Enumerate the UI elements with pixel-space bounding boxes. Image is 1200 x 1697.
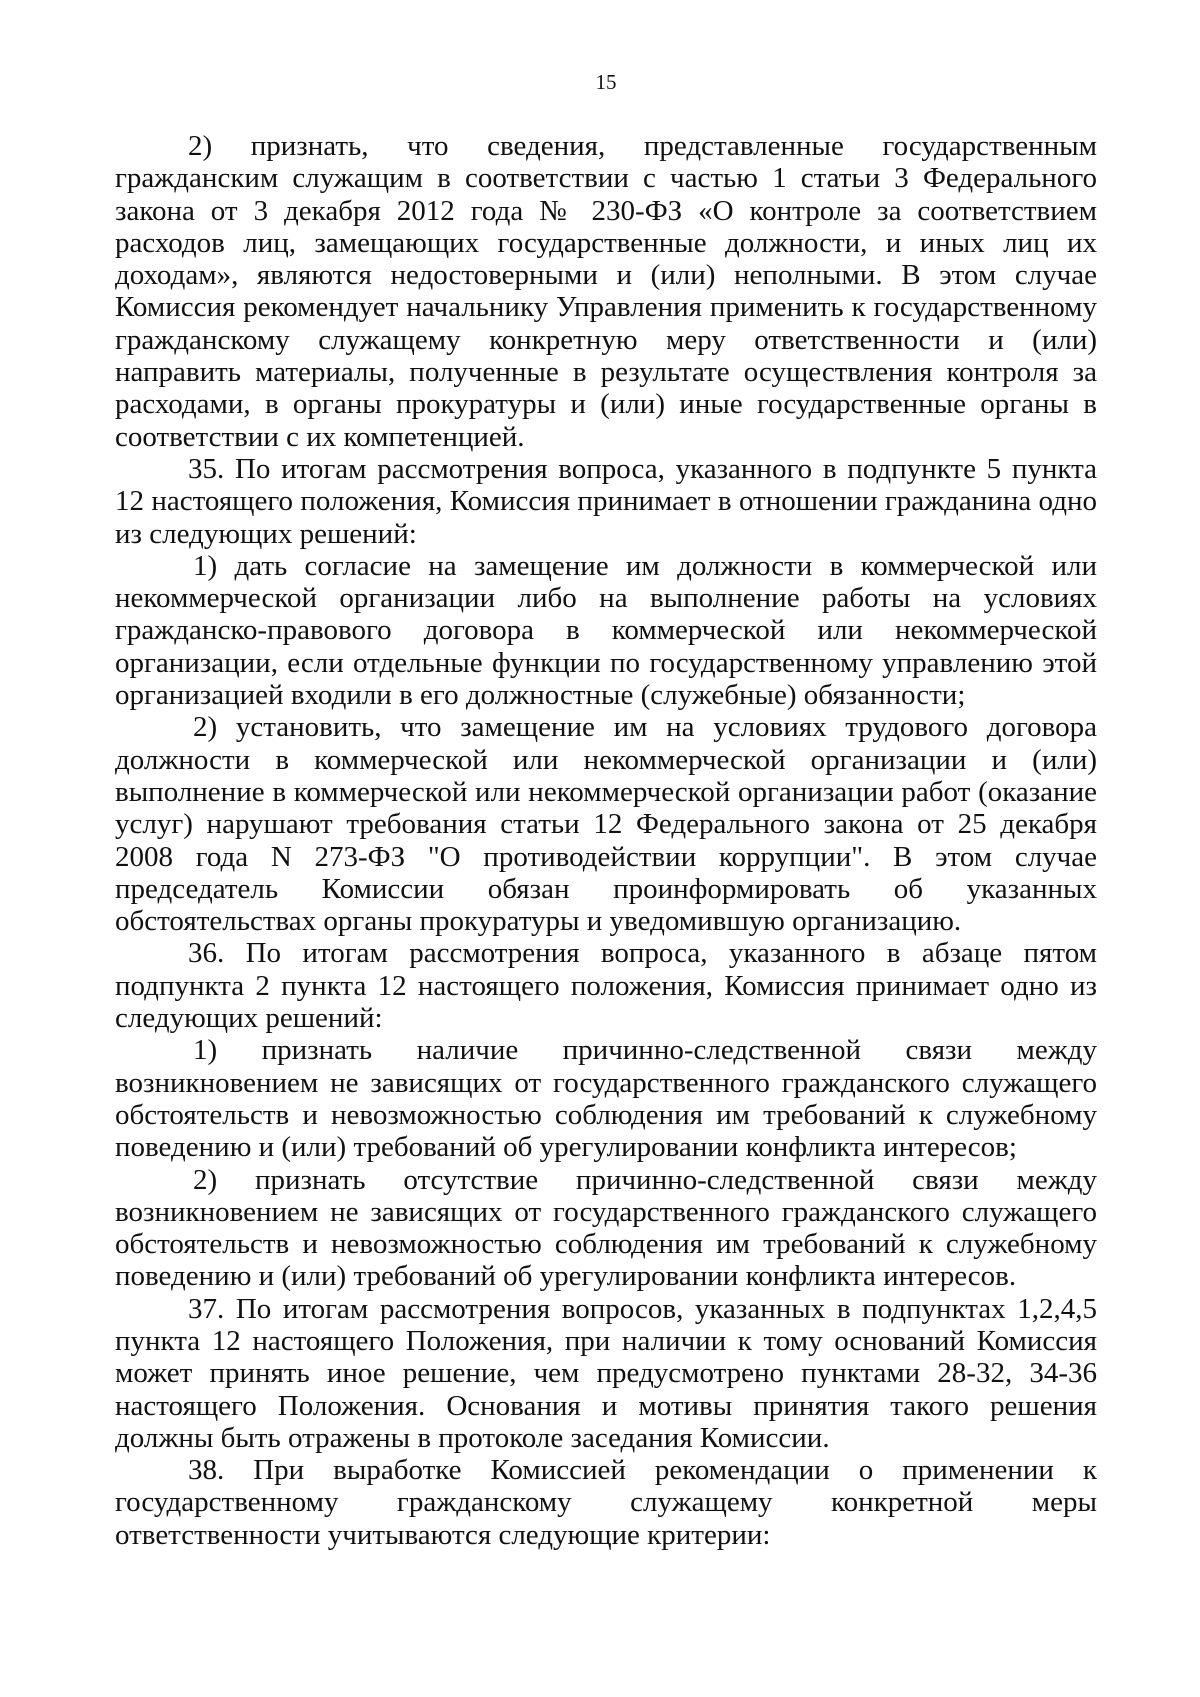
document-page	[115, 70, 1097, 1551]
paragraph-36-item-1: 1) признать наличие причинно-следственной связи между возникновением не зависящих от государственного гражданского служащего обстоятельств и невозможностью соблюдения им требований к служебному поведению и (или) требований об урегулировании конфликта интересов;	[115, 1034, 1097, 1164]
paragraph-35-item-1: 1) дать согласие на замещение им должности в коммерческой или некоммерческой организации либо на выполнение работы на условиях гражданско-правового договора в коммерческой или некоммерческой организации, если отдельные функции по государственному управлению этой организацией входили в его должностные (служебные) обязанности;	[115, 549, 1097, 712]
page-number: 15	[595, 70, 617, 94]
paragraph-item-2-false-info: 2) признать, что сведения, представленные государственным гражданским служащим в соответствии с частью 1 статьи 3 Федерального закона от 3 декабря 2012 года № 230-ФЗ «О контроле за соответствием расходов лиц, замещающих государственные должности, и иных лиц их доходам», являются недостоверными и (или) неполными. В этом случае Комиссия рекомендует начальнику Управления применить к государственному гражданскому служащему конкретную меру ответственности и (или) направить материалы, полученные в результате осуществления контроля за расходами, в органы прокуратуры и (или) иные государственные органы в соответствии с их компетенцией.	[115, 130, 1097, 453]
paragraph-35-item-2: 2) установить, что замещение им на условиях трудового договора должности в коммерческой или некоммерческой организации и (или) выполнение в коммерческой или некоммерческой организации работ (оказание услуг) нарушают требования статьи 12 Федерального закона от 25 декабря 2008 года N 273-ФЗ "О противодействии коррупции". В этом случае председатель Комиссии обязан проинформировать об указанных обстоятельствах органы прокуратуры и уведомившую организацию.	[115, 711, 1097, 938]
paragraph-36: 36. По итогам рассмотрения вопроса, указанного в абзаце пятом подпункта 2 пункта 12 настоящего положения, Комиссия принимает одно из следующих решений:	[115, 937, 1097, 1035]
paragraph-36-item-2: 2) признать отсутствие причинно-следственной связи между возникновением не зависящих от государственного гражданского служащего обстоятельств и невозможностью соблюдения им требований к служебному поведению и (или) требований об урегулировании конфликта интересов.	[115, 1163, 1097, 1293]
paragraph-37: 37. По итогам рассмотрения вопросов, указанных в подпунктах 1,2,4,5 пункта 12 настоящего Положения, при наличии к тому оснований Комиссия может принять иное решение, чем предусмотрено пунктами 28-32, 34-36 настоящего Положения. Основания и мотивы принятия такого решения должны быть отражены в протоколе заседания Комиссии.	[115, 1292, 1097, 1454]
paragraph-38: 38. При выработке Комиссией рекомендации о применении к государственному гражданскому служащему конкретной меры ответственности учитываются следующие критерии:	[115, 1454, 1097, 1551]
paragraph-35: 35. По итогам рассмотрения вопроса, указанного в подпункте 5 пункта 12 настоящего положения, Комиссия принимает в отношении гражданина одно из следующих решений:	[115, 452, 1097, 550]
